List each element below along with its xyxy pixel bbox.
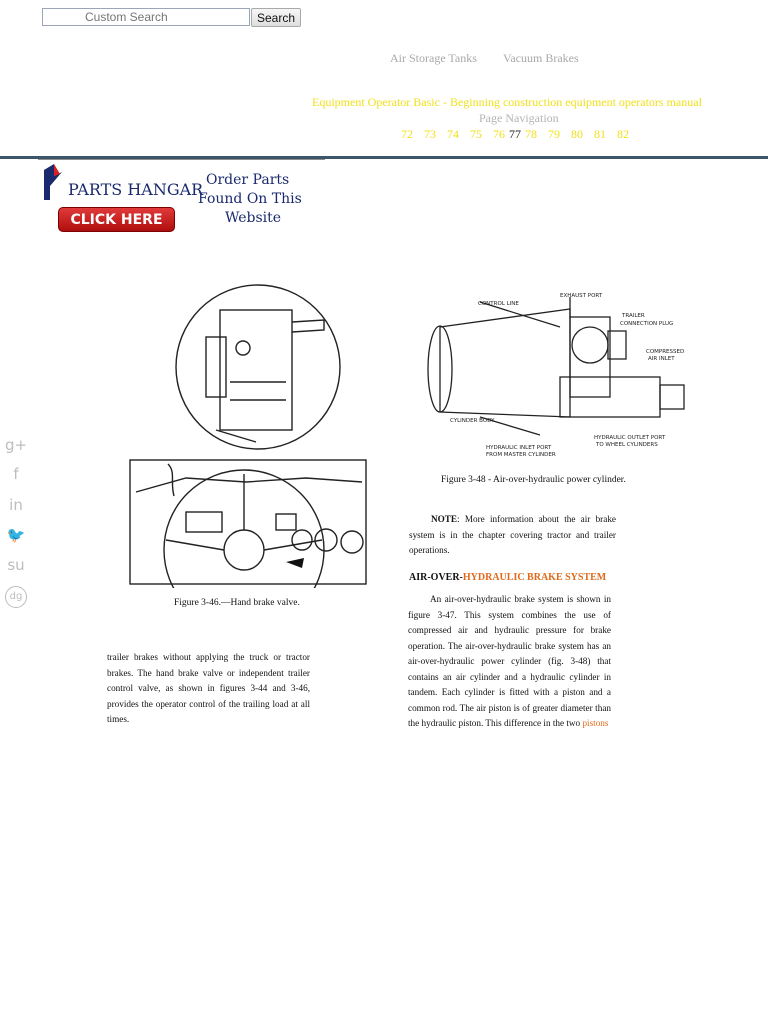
label-hyd-outlet-1: HYDRAULIC OUTLET PORT bbox=[594, 435, 666, 441]
page-link-76[interactable]: 76 bbox=[493, 127, 505, 141]
label-hyd-inlet-2: FROM MASTER CYLINDER bbox=[486, 452, 556, 458]
label-air-inlet-1: COMPRESSED bbox=[646, 349, 685, 355]
digg-icon[interactable]: dg bbox=[4, 582, 28, 606]
page-link-78[interactable]: 78 bbox=[525, 127, 537, 141]
page-link-73[interactable]: 73 bbox=[424, 127, 436, 141]
label-exhaust-port: EXHAUST PORT bbox=[560, 293, 603, 299]
page-current: 77 bbox=[509, 127, 521, 141]
hand-brake-valve-figure bbox=[126, 282, 370, 588]
page-link-74[interactable]: 74 bbox=[447, 127, 459, 141]
section-heading bbox=[409, 572, 606, 583]
page-link-80[interactable]: 80 bbox=[571, 127, 583, 141]
label-air-inlet-2: AIR INLET bbox=[648, 356, 675, 362]
figure-3-46-caption: Figure 3-46.—Hand brake valve. bbox=[174, 598, 300, 608]
order-line-3: Website bbox=[225, 210, 282, 226]
label-trailer-2: CONNECTION PLUG bbox=[620, 321, 674, 327]
link-air-storage-tanks[interactable]: Air Storage Tanks bbox=[390, 51, 477, 65]
twitter-icon[interactable]: 🐦 bbox=[6, 526, 26, 544]
page-link-81[interactable]: 81 bbox=[594, 127, 606, 141]
parts-hangar-logo-icon bbox=[40, 162, 64, 202]
parts-hangar-banner[interactable] bbox=[38, 160, 325, 238]
document-title[interactable]: Equipment Operator Basic - Beginning construction equipment operators manual bbox=[312, 95, 702, 109]
right-paragraph: An air-over-hydraulic brake system is shown in figure 3-47. This system combines the use of compressed air and hydraulic pressure for brake operation. The air-over-hydraulic brake system has an air-over-hydraulic power cylinder (fig. 3-48) that contains an air cylinder and a hydraulic cylinder in tandem. Each cylinder is fitted with a piston and a common rod. The air piston is of greater diameter than the hydraulic piston. This difference in the two bbox=[408, 594, 611, 728]
page-link-75[interactable]: 75 bbox=[470, 127, 482, 141]
brand-name: PARTS HANGAR bbox=[68, 180, 204, 199]
linkedin-icon[interactable]: in bbox=[9, 496, 23, 514]
search-input[interactable] bbox=[42, 8, 250, 26]
facebook-icon[interactable]: f bbox=[13, 465, 19, 483]
pistons-link[interactable]: pistons bbox=[582, 718, 609, 728]
click-here-button[interactable]: CLICK HERE bbox=[58, 207, 175, 232]
page-link-82[interactable]: 82 bbox=[617, 127, 629, 141]
note-block bbox=[409, 512, 616, 559]
left-column-text bbox=[107, 650, 310, 728]
power-cylinder-figure bbox=[420, 287, 692, 463]
page-navigation bbox=[401, 127, 640, 142]
label-trailer-1: TRAILER bbox=[622, 313, 645, 319]
stumbleupon-icon[interactable]: su bbox=[7, 556, 25, 574]
order-line-2: Found On This bbox=[198, 191, 302, 207]
label-hyd-inlet-1: HYDRAULIC INLET PORT bbox=[486, 445, 552, 451]
order-line-1: Order Parts bbox=[206, 172, 290, 188]
link-vacuum-brakes[interactable]: Vacuum Brakes bbox=[503, 51, 579, 65]
page-link-72[interactable]: 72 bbox=[401, 127, 413, 141]
search-button[interactable]: Search bbox=[251, 8, 301, 27]
label-hyd-outlet-2: TO WHEEL CYLINDERS bbox=[596, 442, 658, 448]
section-heading-prefix: AIR-OVER- bbox=[409, 572, 463, 583]
note-text: : More information about the air brake system is in the chapter covering tractor and trailer operations. bbox=[409, 514, 616, 555]
page-link-79[interactable]: 79 bbox=[548, 127, 560, 141]
label-control-line: CONTROL LINE bbox=[478, 301, 519, 307]
label-cylinder-body: CYLINDER BODY bbox=[450, 418, 495, 424]
section-heading-link[interactable]: HYDRAULIC BRAKE SYSTEM bbox=[462, 572, 607, 583]
note-label: NOTE bbox=[431, 514, 458, 524]
left-paragraph: trailer brakes without applying the truck or tractor brakes. The hand brake valve or independent trailer control valve, as shown in figures 3-44 and 3-46, provides the operator control of the trailing load at all times. bbox=[107, 652, 310, 724]
google-plus-icon[interactable]: g+ bbox=[4, 436, 28, 454]
page-navigation-label: Page Navigation bbox=[479, 111, 559, 125]
figure-3-48-caption: Figure 3-48 - Air-over-hydraulic power cylinder. bbox=[441, 475, 626, 485]
right-column-text bbox=[408, 592, 611, 732]
